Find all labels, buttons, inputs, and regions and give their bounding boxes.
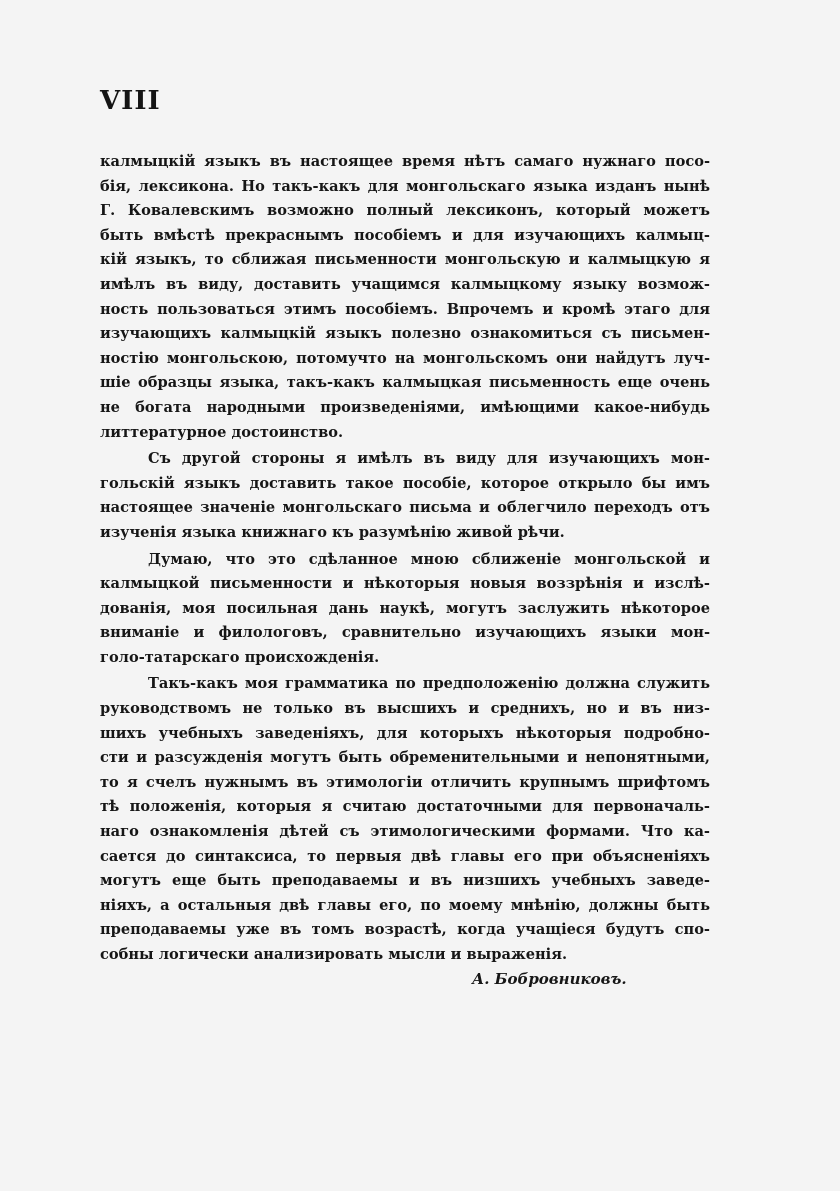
text-line: калмыцкой письменности и нѣкоторыя новыя воззрѣнія и изслѣ- — [100, 575, 710, 593]
paragraph-1 — [100, 150, 710, 445]
text-line: преподаваемы уже въ томъ возрастѣ, когда учащіеся будутъ спо- — [100, 921, 710, 939]
paragraph-3 — [100, 548, 710, 671]
text-line: гольскій языкъ доставить такое пособіе, которое открыло бы имъ — [100, 474, 710, 492]
text-line: тѣ положенія, которыя я считаю достаточными для первоначаль- — [100, 798, 710, 816]
text-line: голо-татарскаго происхожденія. — [100, 648, 380, 666]
page-number: VIII — [100, 86, 161, 116]
text-line: могутъ еще быть преподаваемы и въ низшихъ учебныхъ заведе- — [100, 872, 710, 890]
text-line: шіе образцы языка, такъ-какъ калмыцкая письменность еще очень — [100, 374, 710, 392]
text-line: изученія языка книжнаго къ разумѣнію живой рѣчи. — [100, 523, 565, 541]
text-line: калмыцкій языкъ въ настоящее время нѣтъ самаго нужнаго посо- — [100, 153, 710, 170]
text-line: то я счелъ нужнымъ въ этимологіи отличить крупнымъ шрифтомъ — [100, 773, 710, 791]
text-line: кій языкъ, то сближая письменности монгольскую и калмыцкую я — [100, 251, 710, 269]
text-line: ность пользоваться этимъ пособіемъ. Впрочемъ и кромѣ этаго для — [100, 300, 710, 318]
paragraph-2 — [100, 447, 710, 545]
paragraph-4 — [100, 672, 710, 967]
text-line: Такъ-какъ моя грамматика по предположенію должна служить — [148, 675, 710, 693]
text-line: собны логически анализировать мысли и выраженія. — [100, 946, 568, 963]
text-line: Съ другой стороны я имѣлъ въ виду для изучающихъ мон- — [148, 450, 710, 468]
text-line: Г. Ковалевскимъ возможно полный лексиконъ, который можетъ — [100, 202, 710, 220]
text-line: Думаю, что это сдѣланное мною сближеніе монгольской и — [148, 550, 710, 568]
text-line: дованія, моя посильная дань наукѣ, могутъ заслужить нѣкоторое — [100, 599, 710, 617]
text-line: руководствомъ не только въ высшихъ и среднихъ, но и въ низ- — [100, 700, 710, 718]
text-line: бія, лексикона. Но такъ-какъ для монгольскаго языка изданъ нынѣ — [100, 177, 710, 195]
text-line: ностію монгольскою, потомучто на монгольскомъ они найдутъ луч- — [100, 349, 710, 367]
text-line: не богата народными произведеніями, имѣющими какое-нибудь — [100, 398, 710, 416]
text-line: наго ознакомленія дѣтей съ этимологическими формами. Что ка- — [100, 823, 710, 841]
text-line: ніяхъ, а остальныя двѣ главы его, по моему мнѣнію, должны быть — [100, 896, 710, 914]
text-line: сается до синтаксиса, то первыя двѣ главы его при объясненіяхъ — [100, 847, 710, 865]
author-signature: А. Бобровниковъ. — [472, 970, 627, 988]
text-line: литтературное достоинство. — [100, 423, 344, 441]
text-line: быть вмѣстѣ прекраснымъ пособіемъ и для изучающихъ калмыц- — [100, 226, 710, 244]
text-line: шихъ учебныхъ заведеніяхъ, для которыхъ нѣкоторыя подробно- — [100, 724, 710, 742]
text-line: вниманіе и филологовъ, сравнительно изучающихъ языки мон- — [100, 624, 710, 642]
text-line: изучающихъ калмыцкій языкъ полезно ознакомиться съ письмен- — [100, 325, 710, 343]
body-text — [100, 150, 710, 968]
text-line: настоящее значеніе монгольскаго письма и облегчило переходъ отъ — [100, 499, 710, 517]
text-line: имѣлъ въ виду, доставить учащимся калмыцкому языку возмож- — [100, 275, 710, 293]
text-line: сти и разсужденія могутъ быть обременительными и непонятными, — [100, 749, 710, 767]
